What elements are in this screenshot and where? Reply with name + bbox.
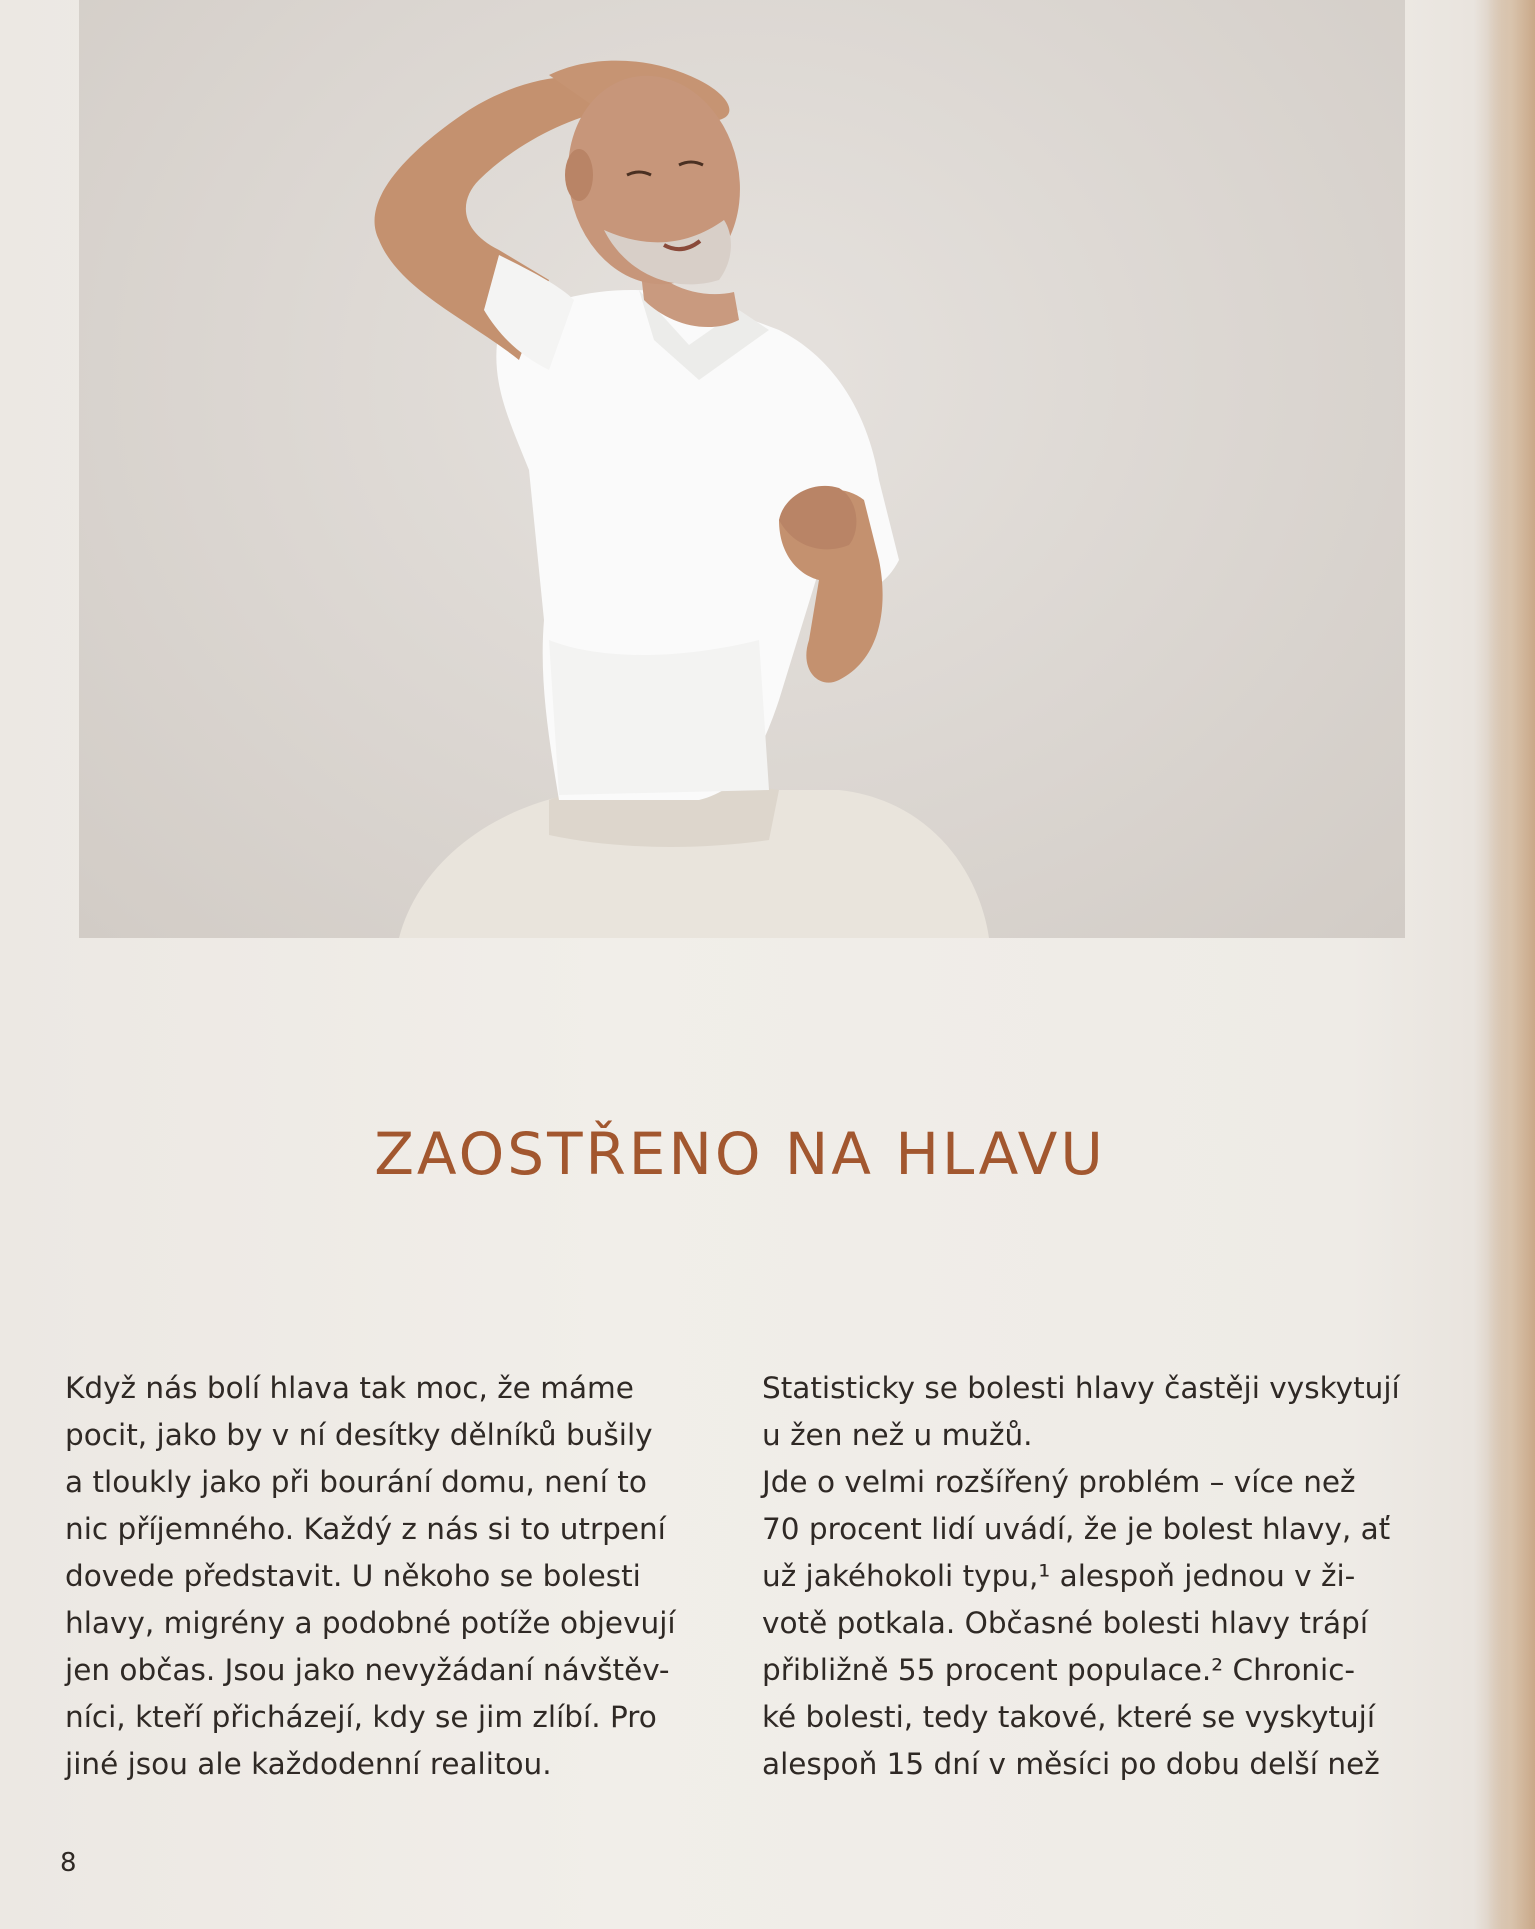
right-line: u žen než u mužů. <box>762 1418 1033 1452</box>
left-column-text <box>65 1365 705 1788</box>
left-line: pocit, jako by v ní desítky dělníků bušily <box>65 1418 653 1452</box>
left-line: dovede představit. U někoho se bolesti <box>65 1559 641 1593</box>
left-line: hlavy, migrény a podobné potíže objevují <box>65 1606 676 1640</box>
right-line: Statisticky se bolesti hlavy častěji vyskytují <box>762 1371 1400 1405</box>
left-line: nic příjemného. Každý z nás si to utrpení <box>65 1512 666 1546</box>
left-line: a tloukly jako při bourání domu, není to <box>65 1465 647 1499</box>
right-line: 70 procent lidí uvádí, že je bolest hlavy, ať <box>762 1512 1391 1546</box>
book-spine-edge <box>1487 0 1535 1929</box>
right-line: ké bolesti, tedy takové, které se vyskytují <box>762 1700 1376 1734</box>
left-line: jiné jsou ale každodenní realitou. <box>65 1747 552 1781</box>
left-line: níci, kteří přicházejí, kdy se jim zlíbí. Pro <box>65 1700 657 1734</box>
page-number: 8 <box>60 1848 77 1878</box>
right-line: alespoň 15 dní v měsíci po dobu delší než <box>762 1747 1380 1781</box>
right-line: votě potkala. Občasné bolesti hlavy trápí <box>762 1606 1369 1640</box>
photo-man-stretching-neck <box>79 0 1405 938</box>
right-line: už jakéhokoli typu,¹ alespoň jednou v ži- <box>762 1559 1356 1593</box>
right-line: přibližně 55 procent populace.² Chronic- <box>762 1653 1356 1687</box>
left-line: Když nás bolí hlava tak moc, že máme <box>65 1371 634 1405</box>
photo-illustration <box>79 0 1405 938</box>
chapter-title: ZAOSTŘENO NA HLAVU <box>374 1120 1106 1188</box>
left-line: jen občas. Jsou jako nevyžádaní návštěv- <box>65 1653 670 1687</box>
right-column-text <box>762 1365 1402 1788</box>
right-line: Jde o velmi rozšířený problém – více než <box>762 1465 1356 1499</box>
